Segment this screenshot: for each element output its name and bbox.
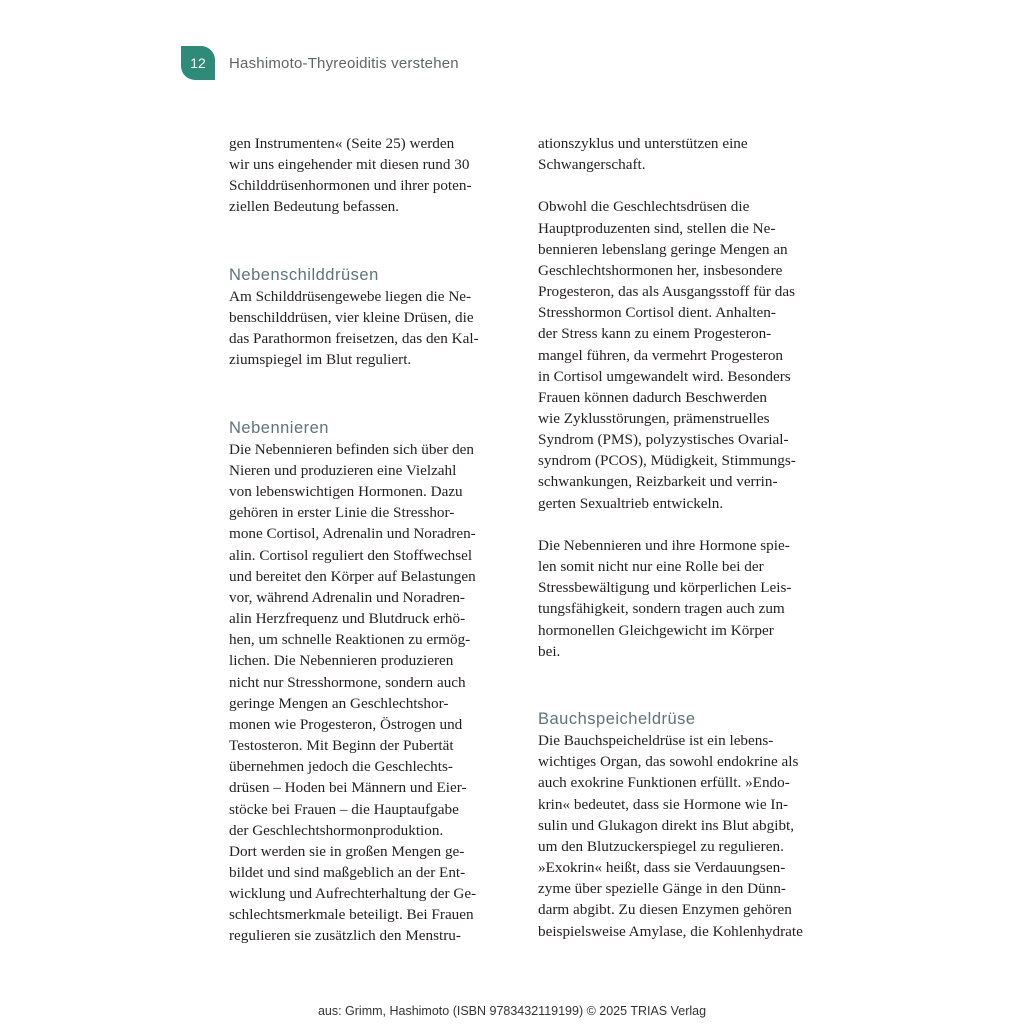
text-line: Syndrom (PMS), polyzystisches Ovarial- bbox=[538, 431, 789, 449]
text-line: bennieren lebenslang geringe Mengen an bbox=[538, 240, 788, 258]
text-line: stöcke bei Frauen – die Hauptaufgabe bbox=[229, 800, 459, 818]
text-line: alin Herzfrequenz und Blutdruck erhö- bbox=[229, 610, 466, 628]
text-line: len somit nicht nur eine Rolle bei der bbox=[538, 558, 764, 576]
text-line: nicht nur Stresshormone, sondern auch bbox=[229, 673, 466, 691]
text-line: vor, während Adrenalin und Noradren- bbox=[229, 588, 465, 606]
text-line: darm abgibt. Zu diesen Enzymen gehören bbox=[538, 901, 792, 919]
section-heading-bauchspeicheldruese: Bauchspeicheldrüse bbox=[538, 710, 696, 729]
text-line: Schwangerschaft. bbox=[538, 156, 646, 174]
text-line: das Parathormon freisetzen, das den Kal- bbox=[229, 330, 479, 348]
section-body-nebenschilddruesen bbox=[229, 286, 519, 371]
section-body-bauchspeicheldruese bbox=[538, 730, 828, 942]
text-line: der Geschlechtshormonproduktion. bbox=[229, 821, 444, 839]
text-line: gehören in erster Linie die Stresshor- bbox=[229, 504, 455, 522]
text-line: Am Schilddrüsengewebe liegen die Ne- bbox=[229, 287, 472, 305]
text-line: ationszyklus und unterstützen eine bbox=[538, 135, 748, 152]
text-line: bei. bbox=[538, 642, 561, 660]
running-title: Hashimoto-Thyreoiditis verstehen bbox=[229, 54, 459, 72]
text-line: Nieren und produzieren eine Vielzahl bbox=[229, 462, 457, 479]
text-line: in Cortisol umgewandelt wird. Besonders bbox=[538, 367, 791, 385]
text-line: Geschlechtshormonen her, insbesondere bbox=[538, 261, 783, 279]
source-footer: aus: Grimm, Hashimoto (ISBN 9783432119199) © 2025 TRIAS Verlag bbox=[317, 1004, 707, 1018]
text-line: alin. Cortisol reguliert den Stoffwechsel bbox=[229, 546, 473, 564]
text-line: ziumspiegel im Blut reguliert. bbox=[229, 351, 412, 369]
text-line: mangel führen, da vermehrt Progesteron bbox=[538, 346, 784, 364]
text-line: hormonellen Gleichgewicht im Körper bbox=[538, 621, 774, 639]
text-line: der Stress kann zu einem Progesteron- bbox=[538, 325, 772, 343]
text-line: benschilddrüsen, vier kleine Drüsen, die bbox=[229, 309, 474, 327]
text-line: Die Nebennieren und ihre Hormone spie- bbox=[538, 536, 790, 554]
text-line: krin« bedeutet, dass sie Hormone wie In- bbox=[538, 795, 789, 813]
text-line: zyme über spezielle Gänge in den Dünn- bbox=[538, 880, 786, 898]
text-line: monen wie Progesteron, Östrogen und bbox=[229, 715, 463, 733]
text-line: Progesteron, das als Ausgangsstoff für das bbox=[538, 283, 796, 301]
text-line: Die Nebennieren befinden sich über den bbox=[229, 440, 475, 458]
text-line: Die Bauchspeicheldrüse ist ein lebens- bbox=[538, 732, 774, 750]
text-line: ziellen Bedeutung befassen. bbox=[229, 198, 399, 216]
text-line: schwankungen, Reizbarkeit und verrin- bbox=[538, 473, 778, 491]
page-header bbox=[181, 45, 459, 81]
text-line: übernehmen jedoch die Geschlechts- bbox=[229, 758, 453, 776]
text-line: gerten Sexualtrieb entwickeln. bbox=[538, 494, 724, 512]
text-line: geringe Mengen an Geschlechtshor- bbox=[229, 694, 449, 712]
text-line: wicklung und Aufrechterhaltung der Ge- bbox=[229, 885, 477, 903]
paragraph-menstruationszyklus bbox=[538, 133, 828, 175]
right-column bbox=[538, 133, 828, 942]
text-line: regulieren sie zusätzlich den Menstru- bbox=[229, 927, 461, 945]
text-line: wir uns eingehender mit diesen rund 30 bbox=[229, 156, 470, 174]
text-line: Frauen können dadurch Beschwerden bbox=[538, 388, 767, 406]
text-line: von lebenswichtigen Hormonen. Dazu bbox=[229, 483, 463, 501]
text-line: schlechtsmerkmale beteiligt. Bei Frauen bbox=[229, 906, 474, 924]
text-line: mone Cortisol, Adrenalin und Noradren- bbox=[229, 525, 476, 543]
text-line: bildet und sind maßgeblich an der Ent- bbox=[229, 863, 466, 881]
text-line: »Exokrin« heißt, dass sie Verdauungsen- bbox=[538, 859, 786, 877]
text-line: Stressbewältigung und körperlichen Leis- bbox=[538, 579, 792, 597]
left-column bbox=[229, 133, 519, 947]
section-body-nebennieren bbox=[229, 439, 519, 947]
text-line: syndrom (PCOS), Müdigkeit, Stimmungs- bbox=[538, 452, 796, 470]
text-line: beispielsweise Amylase, die Kohlenhydrate bbox=[538, 922, 803, 940]
intro-paragraph bbox=[229, 133, 519, 218]
text-line: Stresshormon Cortisol dient. Anhalten- bbox=[538, 304, 776, 322]
text-line: auch exokrine Funktionen erfüllt. »Endo- bbox=[538, 774, 790, 792]
section-heading-nebennieren: Nebennieren bbox=[229, 418, 329, 437]
text-line: tungsfähigkeit, sondern tragen auch zum bbox=[538, 600, 785, 618]
text-line: sulin und Glukagon direkt ins Blut abgibt, bbox=[538, 816, 795, 834]
page-number-badge: 12 bbox=[181, 46, 215, 80]
text-line: wichtiges Organ, das sowohl endokrine als bbox=[538, 753, 799, 771]
text-line: gen Instrumenten« (Seite 25) werden bbox=[229, 135, 455, 152]
text-line: drüsen – Hoden bei Männern und Eier- bbox=[229, 779, 467, 797]
text-line: Obwohl die Geschlechtsdrüsen die bbox=[538, 198, 750, 216]
text-line: um den Blutzuckerspiegel zu regulieren. bbox=[538, 837, 784, 855]
text-line: hen, um schnelle Reaktionen zu ermög- bbox=[229, 631, 471, 649]
section-heading-nebenschilddruesen: Nebenschilddrüsen bbox=[229, 265, 379, 284]
paragraph-geschlechtsdruesen bbox=[538, 196, 828, 513]
text-line: Dort werden sie in großen Mengen ge- bbox=[229, 842, 465, 860]
text-line: lichen. Die Nebennieren produzieren bbox=[229, 652, 454, 670]
text-line: Testosteron. Mit Beginn der Pubertät bbox=[229, 737, 454, 755]
paragraph-hormone-summary bbox=[538, 535, 828, 662]
text-line: wie Zyklusstörungen, prämenstruelles bbox=[538, 410, 770, 428]
text-line: Schilddrüsenhormonen und ihrer poten- bbox=[229, 177, 472, 195]
text-line: Hauptproduzenten sind, stellen die Ne- bbox=[538, 219, 776, 237]
text-line: und bereitet den Körper auf Belastungen bbox=[229, 567, 476, 585]
